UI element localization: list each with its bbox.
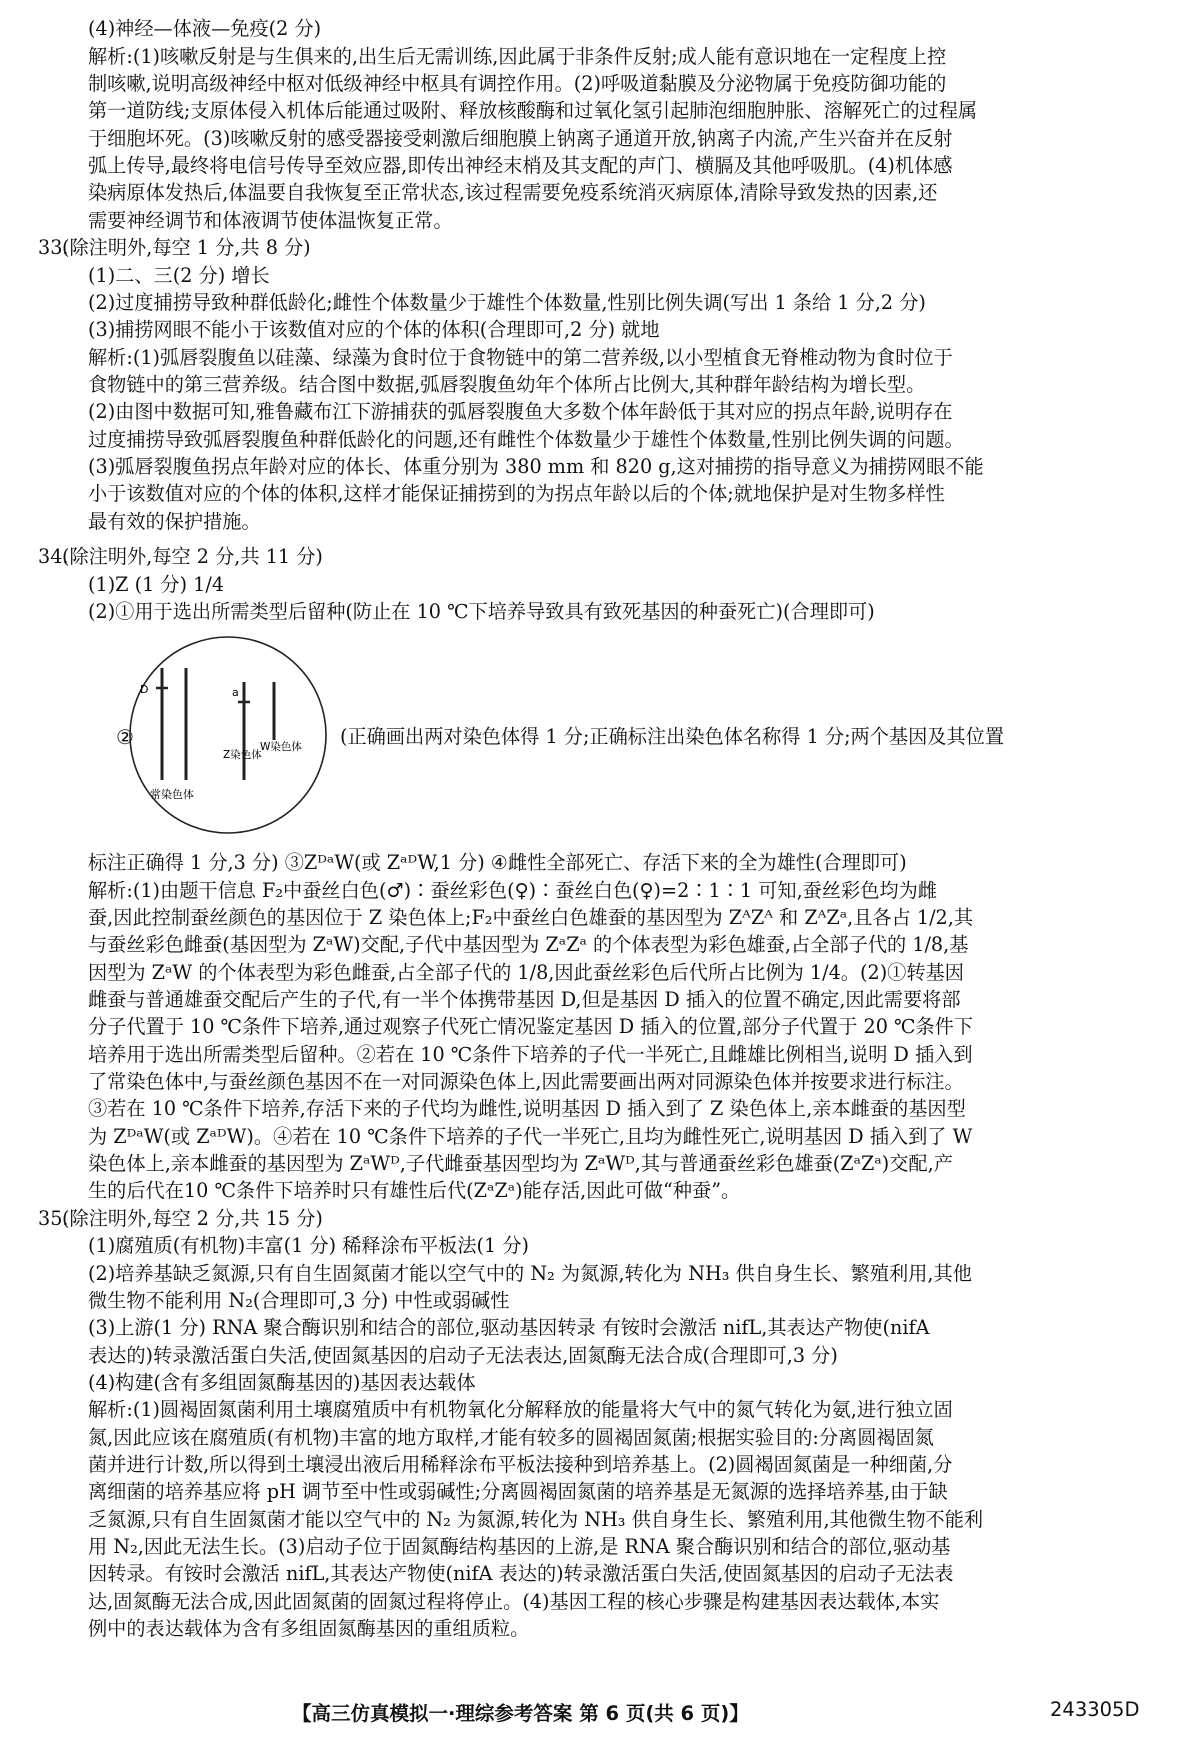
- chromosome-diagram-svg: [128, 630, 328, 840]
- q35-analysis-line: 解析:(1)圆褐固氮菌利用土壤腐殖质中有机物氧化分解释放的能量将大气中的氮气转化为氨,进行独立固: [88, 1398, 953, 1421]
- q33-answer: (1)二、三(2 分) 增长: [88, 264, 270, 287]
- q35-answer: 表达的)转录激活蛋白失活,使固氮基因的启动子无法表达,固氮酶无法合成(合理即可,3 分): [88, 1344, 838, 1367]
- q34-analysis-line: 与蚕丝彩色雌蚕(基因型为 ZᵃW)交配,子代中基因型为 ZᵃZᵃ 的个体表型为彩色雄蚕,占全部子代的 1/8,基: [88, 933, 969, 956]
- q32-item4: (4)神经—体液—免疫(2 分): [88, 17, 322, 40]
- autosome-label: 常染色体: [150, 788, 194, 801]
- q34-analysis-line: ③若在 10 ℃条件下培养,存活下来的子代均为雌性,说明基因 D 插入到了 Z 染色体上,亲本雌蚕的基因型: [88, 1097, 966, 1120]
- q33-analysis-line: 最有效的保护措施。: [88, 510, 261, 533]
- q32-analysis-line: 于细胞坏死。(3)咳嗽反射的感受器接受刺激后细胞膜上钠离子通道开放,钠离子内流,产生兴奋并在反射: [88, 127, 953, 150]
- gene-d-label: D: [140, 683, 149, 696]
- circled-number-2: ②: [116, 725, 134, 749]
- chromosome-diagram: [128, 630, 328, 840]
- q32-analysis-line: 弧上传导,最终将电信号传导至效应器,即传出神经末梢及其支配的声门、横膈及其他呼吸肌。(4)机体感: [88, 154, 953, 177]
- q32-analysis-line: 制咳嗽,说明高级神经中枢对低级神经中枢具有调控作用。(2)呼吸道黏膜及分泌物属于免疫防御功能的: [88, 72, 947, 95]
- q34-analysis-line: 雌蚕与普通雄蚕交配后产生的子代,有一半个体携带基因 D,但是基因 D 插入的位置不确定,因此需要将部: [88, 988, 961, 1011]
- document-code: 243305D: [1050, 1698, 1140, 1721]
- q34-analysis-line: 分子代置于 10 ℃条件下培养,通过观察子代死亡情况鉴定基因 D 插入的位置,部分子代置于 20 ℃条件下: [88, 1015, 974, 1038]
- q33-analysis-line: (3)弧唇裂腹鱼拐点年龄对应的体长、体重分别为 380 mm 和 820 g,这对捕捞的指导意义为捕捞网眼不能: [88, 455, 984, 478]
- q35-analysis-line: 离细菌的培养基应将 pH 调节至中性或弱碱性;分离圆褐固氮菌的培养基是无氮源的选择培养基,由于缺: [88, 1480, 948, 1503]
- q34-answer-2: (2)①用于选出所需类型后留种(防止在 10 ℃下培养导致具有致死基因的种蚕死亡)(合理即可): [88, 600, 875, 623]
- q34-analysis-line: 了常染色体中,与蚕丝颜色基因不在一对同源染色体上,因此需要画出两对同源染色体并按要求进行标注。: [88, 1070, 964, 1093]
- q33-header: (除注明外,每空 1 分,共 8 分): [62, 236, 311, 259]
- q33-analysis-line: 解析:(1)弧唇裂腹鱼以硅藻、绿藻为食时位于食物链中的第二营养级,以小型植食无脊椎动物为食时位于: [88, 346, 953, 369]
- q34-analysis-line: 解析:(1)由题干信息 F₂中蚕丝白色(♂)∶蚕丝彩色(♀)∶蚕丝白色(♀)=2∶1∶1 可知,蚕丝彩色均为雌: [88, 879, 937, 902]
- gene-a-label: a: [232, 686, 239, 699]
- q32-analysis-line: 第一道防线;支原体侵入机体后能通过吸附、释放核酸酶和过氧化氢引起肺泡细胞肿胀、溶解死亡的过程属: [88, 99, 978, 122]
- w-chromosome-label: W染色体: [260, 741, 302, 753]
- q35-answer: (2)培养基缺乏氮源,只有自生固氮菌才能以空气中的 N₂ 为氮源,转化为 NH₃ 供自身生长、繁殖利用,其他: [88, 1262, 972, 1285]
- q35-analysis-line: 菌并进行计数,所以得到土壤浸出液后用稀释涂布平板法接种到培养基上。(2)圆褐固氮菌是一种细菌,分: [88, 1453, 953, 1476]
- question-number: 33.: [38, 236, 69, 259]
- q35-answer: (1)腐殖质(有机物)丰富(1 分) 稀释涂布平板法(1 分): [88, 1234, 529, 1257]
- diagram-circle: [130, 637, 326, 833]
- q33-analysis-line: 小于该数值对应的个体的体积,这样才能保证捕捞到的为拐点年龄以后的个体;就地保护是对生物多样性: [88, 482, 945, 505]
- q32-analysis-line: 解析:(1)咳嗽反射是与生俱来的,出生后无需训练,因此属于非条件反射;成人能有意识地在一定程度上控: [88, 45, 947, 68]
- q34-analysis-line: 为 ZᴰᵃW(或 ZᵃᴰW)。④若在 10 ℃条件下培养的子代一半死亡,且均为雌性死亡,说明基因 D 插入到了 W: [88, 1125, 973, 1148]
- q34-answer-2-cont: 标注正确得 1 分,3 分) ③ZᴰᵃW(或 ZᵃᴰW,1 分) ④雌性全部死亡、存活下来的全为雄性(合理即可): [88, 851, 907, 874]
- q34-answer-1: (1)Z (1 分) 1/4: [88, 573, 225, 596]
- question-number: 34.: [38, 545, 69, 568]
- q34-figure-note: (正确画出两对染色体得 1 分;正确标注出染色体名称得 1 分;两个基因及其位置: [340, 725, 1005, 748]
- q34-analysis-line: 培养用于选出所需类型后留种。②若在 10 ℃条件下培养的子代一半死亡,且雌雄比例相当,说明 D 插入到: [88, 1043, 973, 1066]
- q32-analysis-line: 需要神经调节和体液调节使体温恢复正常。: [88, 209, 453, 232]
- q34-header: (除注明外,每空 2 分,共 11 分): [62, 545, 323, 568]
- q35-analysis-line: 达,固氮酶无法合成,因此固氮菌的固氮过程将停止。(4)基因工程的核心步骤是构建基因表达载体,本实: [88, 1590, 940, 1613]
- q35-analysis-line: 例中的表达载体为含有多组固氮酶基因的重组质粒。: [88, 1617, 530, 1640]
- q34-analysis-line: 因型为 ZᵃW 的个体表型为彩色雌蚕,占全部子代的 1/8,因此蚕丝彩色后代所占比例为 1/4。(2)①转基因: [88, 961, 964, 984]
- q33-analysis-line: 过度捕捞导致弧唇裂腹鱼种群低龄化的问题,还有雌性个体数量少于雄性个体数量,性别比例失调的问题。: [88, 428, 964, 451]
- q34-analysis-line: 染色体上,亲本雌蚕的基因型为 ZᵃWᴰ,子代雌蚕基因型均为 ZᵃWᴰ,其与普通蚕丝彩色雄蚕(ZᵃZᵃ)交配,产: [88, 1152, 953, 1175]
- q34-analysis-line: 蚕,因此控制蚕丝颜色的基因位于 Z 染色体上;F₂中蚕丝白色雄蚕的基因型为 ZᴬZᴬ 和 ZᴬZᵃ,且各占 1/2,其: [88, 906, 974, 929]
- q35-answer: (3)上游(1 分) RNA 聚合酶识别和结合的部位,驱动基因转录 有铵时会激活 nifL,其表达产物使(nifA: [88, 1316, 930, 1339]
- q33-analysis-line: (2)由图中数据可知,雅鲁藏布江下游捕获的弧唇裂腹鱼大多数个体年龄低于其对应的拐点年龄,说明存在: [88, 400, 953, 423]
- question-number: 35.: [38, 1207, 69, 1230]
- page-footer: 【高三仿真模拟一·理综参考答案 第 6 页(共 6 页)】: [292, 1702, 749, 1725]
- q35-header: (除注明外,每空 2 分,共 15 分): [62, 1207, 323, 1230]
- q33-answer: (2)过度捕捞导致种群低龄化;雌性个体数量少于雄性个体数量,性别比例失调(写出 1 条给 1 分,2 分): [88, 291, 926, 314]
- q35-answer: 微生物不能利用 N₂(合理即可,3 分) 中性或弱碱性: [88, 1289, 510, 1312]
- q34-analysis-line: 生的后代在10 ℃条件下培养时只有雄性后代(ZᵃZᵃ)能存活,因此可做“种蚕”。: [88, 1179, 741, 1202]
- q35-answer: (4)构建(含有多组固氮酶基因的)基因表达载体: [88, 1371, 476, 1394]
- q33-answer: (3)捕捞网眼不能小于该数值对应的个体的体积(合理即可,2 分) 就地: [88, 318, 660, 341]
- q35-analysis-line: 用 N₂,因此无法生长。(3)启动子位于固氮酶结构基因的上游,是 RNA 聚合酶识别和结合的部位,驱动基: [88, 1535, 951, 1558]
- q35-analysis-line: 因转录。有铵时会激活 nifL,其表达产物使(nifA 表达的)转录激活蛋白失活,使固氮基因的启动子无法表: [88, 1562, 954, 1585]
- q32-analysis-line: 染病原体发热后,体温要自我恢复至正常状态,该过程需要免疫系统消灭病原体,清除导致发热的因素,还: [88, 181, 938, 204]
- q33-analysis-line: 食物链中的第三营养级。结合图中数据,弧唇裂腹鱼幼年个体所占比例大,其种群年龄结构为增长型。: [88, 373, 926, 396]
- q35-analysis-line: 乏氮源,只有自生固氮菌才能以空气中的 N₂ 为氮源,转化为 NH₃ 供自身生长、繁殖利用,其他微生物不能利: [88, 1508, 984, 1531]
- q35-analysis-line: 氮,因此应该在腐殖质(有机物)丰富的地方取样,才能有较多的圆褐固氮菌;根据实验目的:分离圆褐固氮: [88, 1426, 934, 1449]
- z-chromosome-label: Z染色体: [223, 749, 262, 761]
